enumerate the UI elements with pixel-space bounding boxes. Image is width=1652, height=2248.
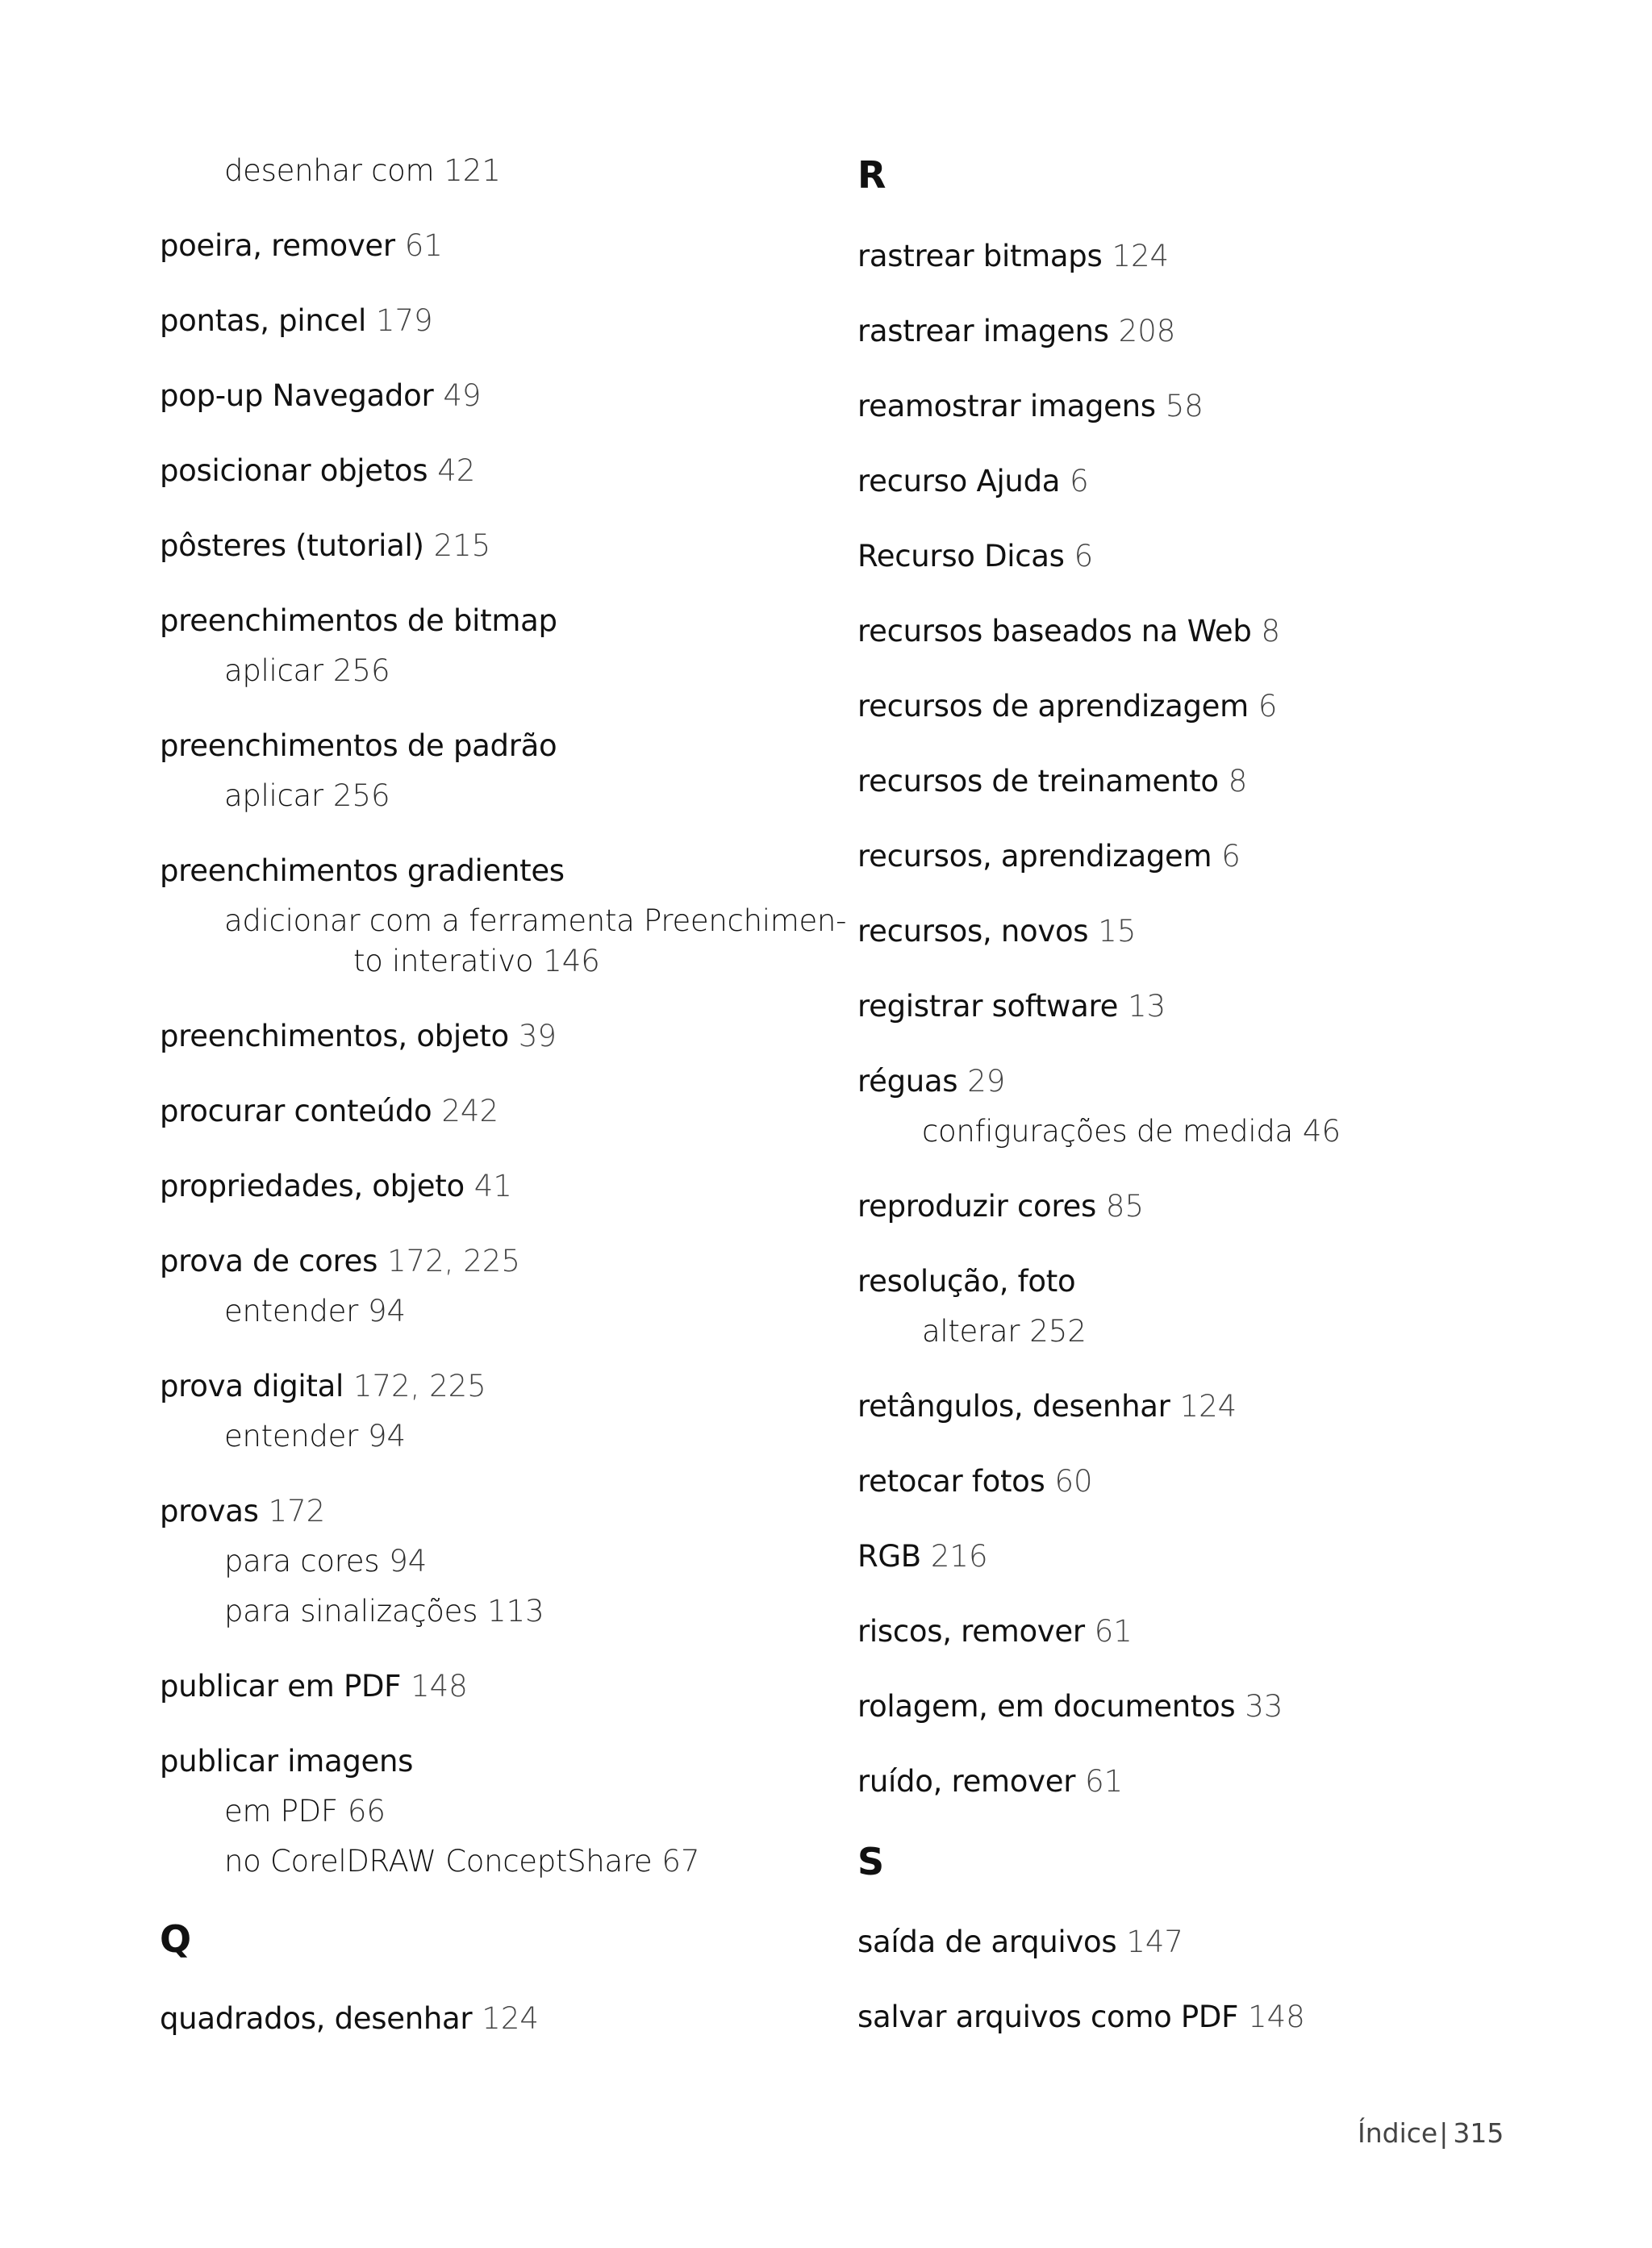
index-entry [857, 1063, 1005, 1100]
index-term: adicionar com a ferramenta Preenchimen- [224, 903, 847, 938]
index-entry [160, 302, 433, 340]
index-term: RGB [857, 1539, 921, 1574]
index-pages: 148 [411, 1669, 468, 1704]
index-term: recursos baseados na Web [857, 614, 1252, 649]
index-pages: 256 [332, 778, 390, 813]
index-pages: 29 [967, 1064, 1006, 1099]
index-pages: 66 [347, 1794, 386, 1829]
index-pages: 15 [1098, 914, 1137, 949]
index-term: preenchimentos de bitmap [160, 603, 557, 638]
index-term: publicar em PDF [160, 1669, 402, 1704]
index-entry [857, 463, 1089, 500]
index-term: alterar [922, 1314, 1020, 1349]
index-term: recursos, aprendizagem [857, 839, 1212, 874]
index-pages: 39 [518, 1019, 557, 1053]
index-entry [857, 1763, 1123, 1800]
index-term: réguas [857, 1064, 958, 1099]
index-term: recursos, novos [857, 914, 1089, 949]
index-subentry [224, 1418, 406, 1455]
index-pages: 67 [661, 1844, 700, 1879]
index-entry [857, 1263, 1075, 1300]
index-term: reproduzir cores [857, 1189, 1096, 1224]
index-pages: 6 [1074, 539, 1094, 573]
index-pages: 6 [1070, 464, 1089, 498]
index-entry [857, 838, 1241, 875]
index-term: prova digital [160, 1369, 344, 1403]
index-term: retângulos, desenhar [857, 1389, 1170, 1424]
index-pages: 124 [1179, 1389, 1237, 1424]
index-term: salvar arquivos como PDF [857, 2000, 1239, 2034]
index-entry [857, 1538, 988, 1575]
index-pages: 94 [389, 1544, 428, 1579]
index-term: prova de cores [160, 1244, 378, 1278]
index-pages: 113 [487, 1594, 544, 1629]
index-entry [857, 613, 1280, 650]
index-pages: 172 [268, 1494, 326, 1529]
index-pages: 124 [482, 2001, 539, 2036]
index-pages: 121 [444, 153, 501, 188]
index-pages: 42 [437, 453, 476, 488]
index-letter-heading: S [857, 1840, 885, 1883]
index-subentry [224, 778, 390, 815]
index-term: no CorelDRAW ConceptShare [224, 1844, 653, 1879]
index-pages: 147 [1126, 1925, 1183, 1959]
index-subentry [922, 1313, 1087, 1350]
index-subentry-continuation [353, 943, 600, 980]
index-pages: 49 [443, 378, 482, 413]
index-term: provas [160, 1494, 259, 1529]
index-term: entender [224, 1294, 358, 1328]
index-entry [857, 988, 1166, 1025]
index-entry [857, 388, 1204, 425]
index-pages: 85 [1105, 1189, 1145, 1224]
index-term: procurar conteúdo [160, 1094, 432, 1128]
index-entry [160, 453, 475, 490]
page-footer [1358, 2117, 1504, 2150]
index-pages: 172, 225 [353, 1369, 486, 1403]
index-pages: 33 [1245, 1689, 1283, 1724]
index-term: em PDF [224, 1794, 338, 1829]
index-term: preenchimentos, objeto [160, 1019, 509, 1053]
index-entry [160, 227, 443, 265]
index-entry [160, 1243, 520, 1280]
index-entry [160, 2000, 539, 2037]
index-letter-heading: Q [160, 1917, 192, 1961]
index-pages: 172, 225 [387, 1244, 520, 1278]
index-entry [160, 1168, 512, 1205]
index-term: registrar software [857, 989, 1119, 1024]
index-entry [160, 1368, 486, 1405]
index-pages: 58 [1165, 389, 1204, 423]
index-entry [857, 1999, 1305, 2036]
index-pages: 60 [1054, 1464, 1093, 1499]
page-number: 315 [1453, 2117, 1504, 2149]
index-term: recurso Ajuda [857, 464, 1061, 498]
index-entry [857, 1388, 1237, 1425]
index-pages: 41 [473, 1169, 512, 1203]
index-entry [857, 238, 1169, 275]
index-term: rastrear bitmaps [857, 239, 1103, 273]
index-term: propriedades, objeto [160, 1169, 465, 1203]
index-pages: 252 [1029, 1314, 1087, 1349]
index-pages: 256 [332, 653, 390, 688]
index-term: pôsteres (tutorial) [160, 528, 424, 563]
index-pages: 94 [368, 1294, 407, 1328]
index-letter-heading: R [857, 153, 886, 197]
index-subentry [224, 1543, 427, 1580]
index-term: pop-up Navegador [160, 378, 434, 413]
footer-section-label: Índice [1358, 2117, 1438, 2149]
index-entry [857, 1188, 1144, 1225]
index-pages: 146 [543, 944, 600, 978]
index-term: publicar imagens [160, 1744, 414, 1779]
index-term: rastrear imagens [857, 314, 1109, 348]
index-pages: 61 [1094, 1614, 1133, 1649]
index-subentry [224, 1793, 386, 1830]
index-entry [160, 603, 557, 640]
index-term: reamostrar imagens [857, 389, 1156, 423]
index-entry [857, 913, 1136, 950]
index-entry [857, 313, 1175, 350]
index-entry [160, 1018, 557, 1055]
index-pages: 6 [1221, 839, 1241, 874]
index-pages: 242 [441, 1094, 499, 1128]
index-subentry [922, 1113, 1341, 1150]
index-pages: 8 [1261, 614, 1281, 649]
index-term: ruído, remover [857, 1764, 1076, 1799]
index-term: retocar fotos [857, 1464, 1045, 1499]
index-pages: 124 [1112, 239, 1170, 273]
footer-separator: | [1439, 2117, 1449, 2149]
index-term: para sinalizações [224, 1594, 478, 1629]
index-term: posicionar objetos [160, 453, 428, 488]
index-term: rolagem, em documentos [857, 1689, 1236, 1724]
index-pages: 208 [1118, 314, 1176, 348]
index-term: riscos, remover [857, 1614, 1085, 1649]
index-pages: 6 [1258, 689, 1278, 724]
index-entry [160, 728, 557, 765]
index-pages: 8 [1228, 764, 1248, 799]
index-term: pontas, pincel [160, 303, 366, 338]
index-entry [160, 1093, 499, 1130]
index-term: saída de arquivos [857, 1925, 1117, 1959]
index-term: aplicar [224, 653, 323, 688]
index-subentry [224, 653, 390, 690]
index-entry [160, 853, 565, 890]
index-term: desenhar com [224, 153, 435, 188]
index-entry [160, 1743, 413, 1780]
index-term: quadrados, desenhar [160, 2001, 473, 2036]
index-pages: 13 [1128, 989, 1166, 1024]
index-subentry [224, 903, 846, 940]
index-entry [160, 377, 481, 415]
index-entry [857, 538, 1093, 575]
index-entry [857, 1463, 1093, 1500]
index-entry [857, 1924, 1183, 1961]
index-term: recursos de aprendizagem [857, 689, 1249, 724]
index-pages: 46 [1302, 1114, 1341, 1149]
index-entry [857, 1613, 1133, 1650]
index-pages: 215 [433, 528, 491, 563]
index-subentry [224, 1593, 544, 1630]
index-entry [857, 688, 1277, 725]
index-subentry [224, 1293, 406, 1330]
index-pages: 179 [375, 303, 433, 338]
index-entry [160, 1668, 468, 1705]
index-entry [160, 528, 490, 565]
index-term: aplicar [224, 778, 323, 813]
index-subentry [224, 1843, 700, 1880]
index-entry [160, 1493, 325, 1530]
index-entry [857, 1688, 1283, 1725]
index-pages: 216 [930, 1539, 988, 1574]
index-term: Recurso Dicas [857, 539, 1065, 573]
index-pages: 61 [404, 228, 443, 263]
index-subentry [224, 152, 501, 190]
index-term: poeira, remover [160, 228, 395, 263]
index-pages: 94 [368, 1419, 407, 1453]
index-term: preenchimentos de padrão [160, 728, 557, 763]
index-pages: 148 [1248, 2000, 1305, 2034]
index-term: entender [224, 1419, 358, 1453]
index-term: para cores [224, 1544, 380, 1579]
index-entry [857, 763, 1247, 800]
index-term: recursos de treinamento [857, 764, 1219, 799]
index-term: preenchimentos gradientes [160, 853, 565, 888]
index-pages: 61 [1085, 1764, 1124, 1799]
index-term: configurações de medida [922, 1114, 1293, 1149]
index-term: to interativo [353, 944, 534, 978]
index-term: resolução, foto [857, 1264, 1076, 1299]
